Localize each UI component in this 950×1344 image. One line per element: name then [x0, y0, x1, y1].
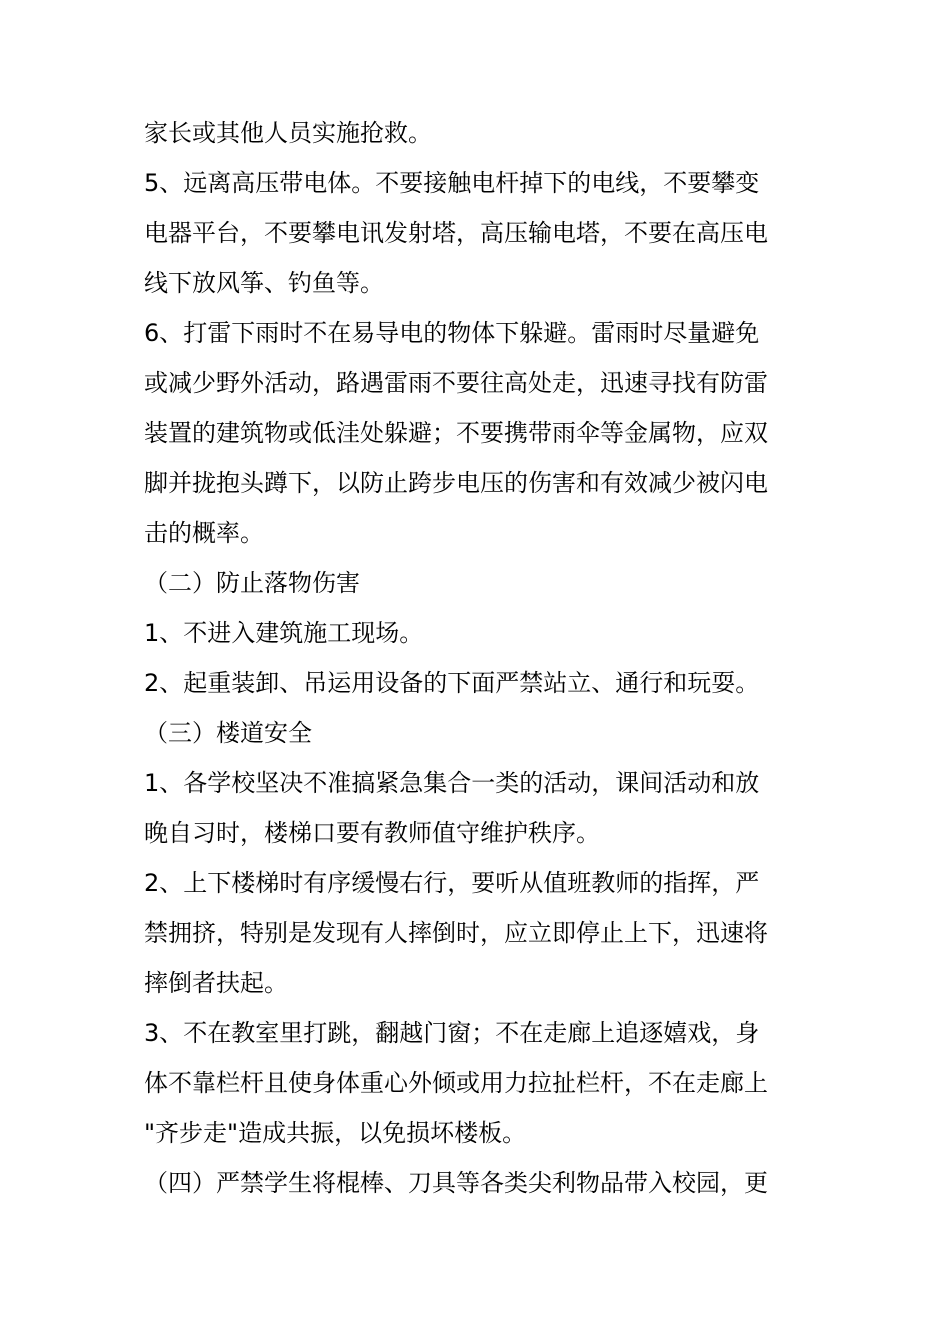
text-line: 5、远离高压带电体。不要接触电杆掉下的电线，不要攀变	[144, 169, 760, 197]
text-line: 摔倒者扶起。	[144, 969, 288, 997]
text-line: 击的概率。	[144, 519, 264, 547]
text-line: 或减少野外活动，路遇雷雨不要往高处走，迅速寻找有防雷	[144, 369, 768, 397]
text-line: 1、各学校坚决不准搞紧急集合一类的活动，课间活动和放	[144, 769, 760, 797]
text-line: 装置的建筑物或低洼处躲避；不要携带雨伞等金属物，应双	[144, 419, 768, 447]
document-body	[144, 108, 810, 1208]
text-line: 家长或其他人员实施抢救。	[144, 119, 432, 147]
section-heading: （二）防止落物伤害	[144, 569, 360, 597]
text-line: 2、起重装卸、吊运用设备的下面严禁站立、通行和玩耍。	[144, 669, 760, 697]
text-line: 禁拥挤，特别是发现有人摔倒时，应立即停止上下，迅速将	[144, 919, 768, 947]
text-line: "齐步走"造成共振，以免损坏楼板。	[144, 1119, 527, 1147]
text-line: 线下放风筝、钓鱼等。	[144, 269, 384, 297]
text-line: 电器平台，不要攀电讯发射塔，高压输电塔，不要在高压电	[144, 219, 768, 247]
text-line: 6、打雷下雨时不在易导电的物体下躲避。雷雨时尽量避免	[144, 319, 760, 347]
text-line: 3、不在教室里打跳，翻越门窗；不在走廊上追逐嬉戏，身	[144, 1019, 760, 1047]
text-line: 2、上下楼梯时有序缓慢右行，要听从值班教师的指挥，严	[144, 869, 760, 897]
section-heading: （三）楼道安全	[144, 719, 312, 747]
text-line: 脚并拢抱头蹲下，以防止跨步电压的伤害和有效减少被闪电	[144, 469, 768, 497]
text-line: 1、不进入建筑施工现场。	[144, 619, 424, 647]
text-line: 体不靠栏杆且使身体重心外倾或用力拉扯栏杆，不在走廊上	[144, 1069, 768, 1097]
text-line: 晚自习时，楼梯口要有教师值守维护秩序。	[144, 819, 600, 847]
section-heading: （四）严禁学生将棍棒、刀具等各类尖利物品带入校园，更	[144, 1169, 768, 1197]
